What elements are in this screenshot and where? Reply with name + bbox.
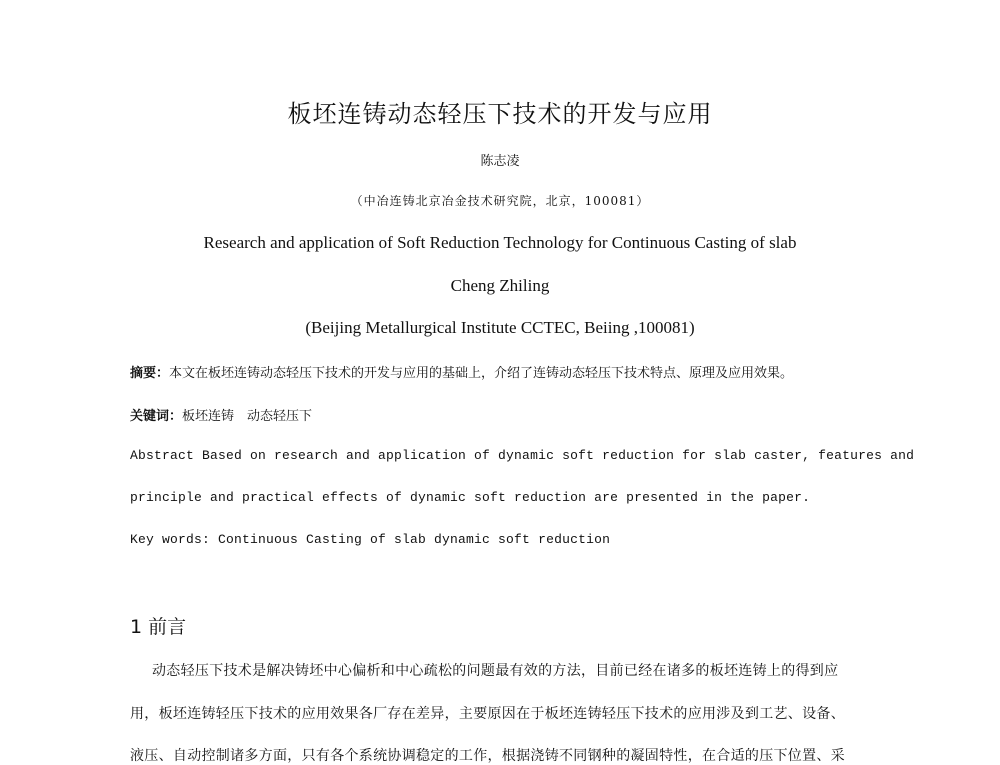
abstract-cn-label: 摘要：: [130, 366, 170, 381]
body-text-line: 动态轻压下技术是解决铸坯中心偏析和中心疏松的问题最有效的方法，目前已经在诸多的板坯连铸上的得到应: [152, 663, 839, 679]
keywords-cn-text: 板坯连铸 动态轻压下: [182, 409, 313, 424]
author-name-en: Cheng Zhiling: [450, 276, 550, 295]
section-heading: 1 前言: [130, 616, 187, 638]
paper-title-cn: 板坯连铸动态轻压下技术的开发与应用: [287, 100, 713, 128]
abstract-en-line-2: principle and practical effects of dynamic soft reduction are presented in the paper.: [130, 490, 811, 505]
keywords-cn-label: 关键词：: [130, 409, 183, 424]
affiliation-cn: （中冶连铸北京冶金技术研究院，北京，100081）: [350, 194, 650, 208]
abstract-cn: [130, 362, 793, 381]
body-text-line: 液压、自动控制诸多方面，只有各个系统协调稳定的工作，根据浇铸不同钢种的凝固特性，在合适的压下位置、采: [130, 748, 845, 764]
keywords-en: Key words: Continuous Casting of slab dynamic soft reduction: [130, 532, 611, 547]
keywords-cn: [130, 405, 312, 424]
body-text-line: 用，板坯连铸轻压下技术的应用效果各厂存在差异，主要原因在于板坯连铸轻压下技术的应用涉及到工艺、设备、: [130, 706, 845, 722]
abstract-en-line-1: Abstract Based on research and application of dynamic soft reduction for slab caster, features and: [130, 448, 915, 463]
affiliation-en: (Beijing Metallurgical Institute CCTEC, Beiing ,100081): [305, 318, 695, 337]
paper-title-en: Research and application of Soft Reduction Technology for Continuous Casting of slab: [203, 233, 797, 252]
author-name-cn: 陈志凌: [480, 154, 520, 169]
abstract-cn-text: 本文在板坯连铸动态轻压下技术的开发与应用的基础上，介绍了连铸动态轻压下技术特点、原理及应用效果。: [169, 366, 794, 381]
